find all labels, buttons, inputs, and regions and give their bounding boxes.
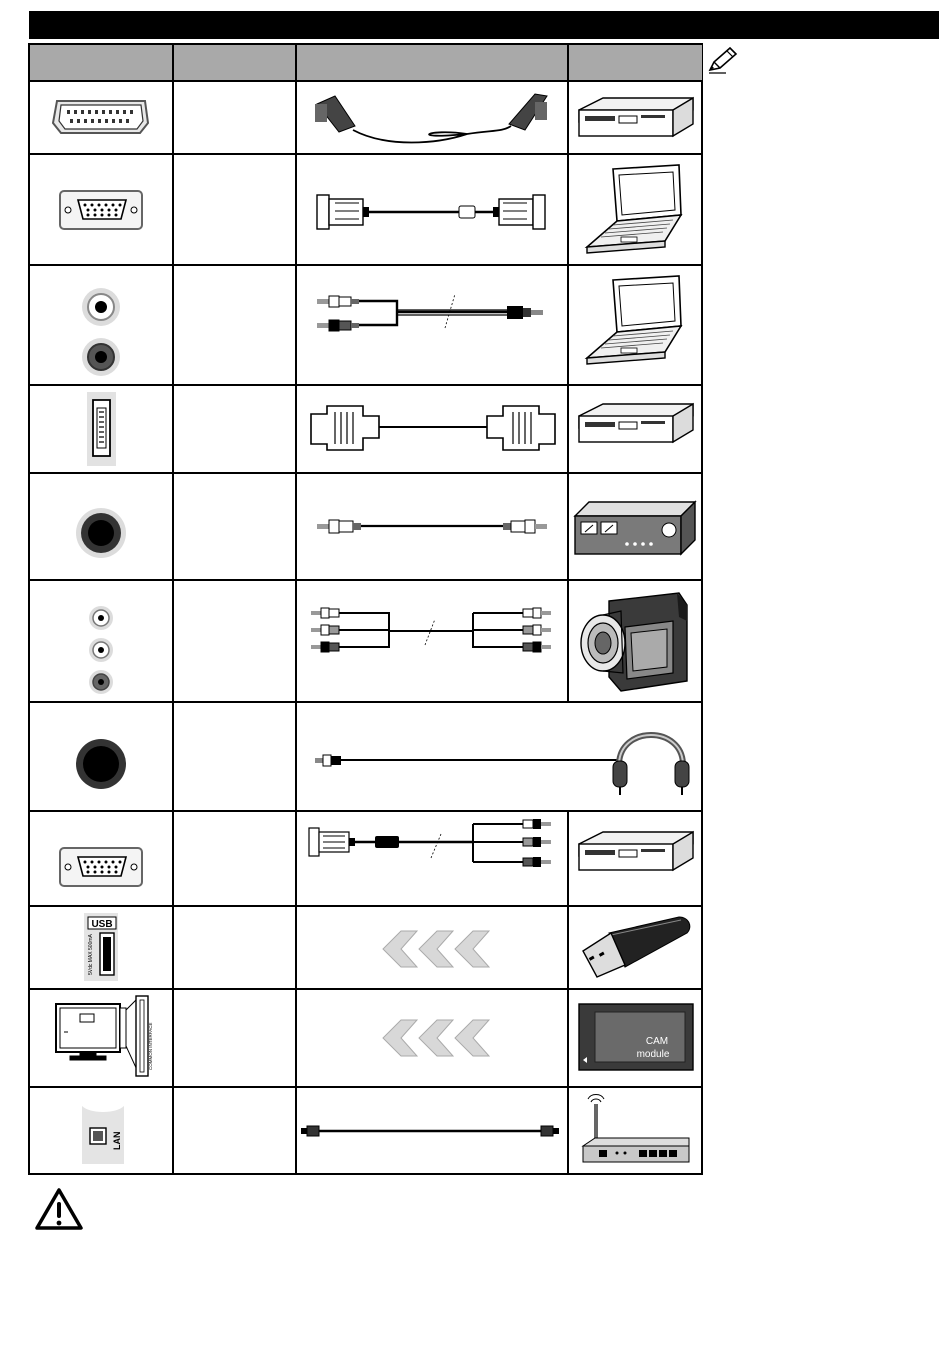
connection-table — [28, 43, 703, 1175]
scart-port-icon — [30, 82, 174, 153]
headphones-icon — [613, 735, 689, 795]
av-cable-cell — [297, 581, 569, 701]
camcorder-cell — [569, 581, 702, 701]
headphone-port-cell — [30, 703, 174, 810]
headphone-type-cell — [174, 703, 297, 810]
av-type-cell — [174, 581, 297, 701]
usb-type-cell — [174, 907, 297, 988]
headphone-port-icon — [30, 703, 174, 810]
dvd-recorder-icon — [569, 82, 702, 153]
table-row-headphone — [30, 701, 701, 810]
vga-cable-cell — [297, 155, 569, 264]
usb-label: USB — [91, 919, 113, 930]
scart-type-cell — [174, 82, 297, 153]
ethernet-cable-cell — [297, 1088, 569, 1173]
ci-side-label: COMMON INTERFACE — [148, 1022, 153, 1070]
hdmi-port-icon — [30, 386, 174, 472]
rca-to-minijack-cable-icon — [297, 266, 569, 384]
vga-cable-icon — [297, 155, 569, 264]
insert-arrows-icon — [297, 990, 569, 1086]
coax-cable-cell — [297, 474, 569, 579]
hdmi-cable-cell — [297, 386, 569, 472]
cam-label: CAM — [645, 1036, 669, 1047]
laptop-icon — [569, 155, 702, 264]
usb-stick-cell — [569, 907, 702, 988]
audio-port-cell — [30, 266, 174, 384]
dvd-recorder-icon — [569, 386, 702, 472]
vga-port-cell — [30, 155, 174, 264]
table-row-ci — [30, 988, 701, 1086]
insert-arrows-icon — [297, 907, 569, 988]
scart-cable-cell — [297, 82, 569, 153]
pencil-note-icon — [706, 46, 742, 76]
ypbpr-type-cell — [174, 812, 297, 905]
headphone-cable-cell — [297, 703, 702, 810]
section-title-bar — [29, 11, 939, 39]
table-row-pc-audio — [30, 264, 701, 384]
lan-port-icon — [30, 1088, 174, 1173]
scart-cable-icon — [297, 82, 569, 153]
warning-triangle-icon — [33, 1186, 85, 1234]
hdmi-type-cell — [174, 386, 297, 472]
ci-arrows-cell — [297, 990, 569, 1086]
lan-label: LAN — [112, 1131, 122, 1150]
table-row-usb — [30, 905, 701, 988]
coaxial-port-icon — [30, 474, 174, 579]
ci-type-cell — [174, 990, 297, 1086]
ypbpr-port-cell — [30, 812, 174, 905]
vga-port-icon — [30, 155, 174, 264]
laptop-icon — [569, 266, 702, 384]
usb-port-icon — [30, 907, 174, 988]
laptop-cell — [569, 155, 702, 264]
laptop-cell-2 — [569, 266, 702, 384]
ethernet-cable-icon — [297, 1088, 569, 1173]
table-row-lan — [30, 1086, 701, 1173]
cam-module-icon — [569, 990, 702, 1086]
lan-type-cell — [174, 1088, 297, 1173]
ypbpr-cable-cell — [297, 812, 569, 905]
coax-port-cell — [30, 474, 174, 579]
table-row-ypbpr — [30, 810, 701, 905]
table-row-vga — [30, 153, 701, 264]
amplifier-cell — [569, 474, 702, 579]
camcorder-icon — [569, 581, 702, 701]
header-device — [569, 45, 702, 80]
hdmi-port-cell — [30, 386, 174, 472]
audio-type-cell — [174, 266, 297, 384]
vga-type-cell — [174, 155, 297, 264]
dvd-recorder-cell-3 — [569, 812, 702, 905]
module-label: module — [636, 1049, 670, 1060]
lan-port-cell — [30, 1088, 174, 1173]
header-cables — [297, 45, 569, 80]
usb-port-cell — [30, 907, 174, 988]
header-connector — [30, 45, 174, 80]
dvd-recorder-cell-2 — [569, 386, 702, 472]
ci-slot-cell — [30, 990, 174, 1086]
audio-amplifier-icon — [569, 474, 702, 579]
cam-module-cell — [569, 990, 702, 1086]
usb-stick-icon — [569, 907, 702, 988]
table-row-spdif — [30, 472, 701, 579]
headphone-cable-icon — [297, 703, 702, 810]
coax-type-cell — [174, 474, 297, 579]
scart-port-cell — [30, 82, 174, 153]
usb-side-label: 5Vdc MAX 500mA — [88, 934, 94, 975]
av-ports-icon — [30, 581, 174, 701]
table-row-scart — [30, 80, 701, 153]
usb-arrows-cell — [297, 907, 569, 988]
coaxial-cable-icon — [297, 474, 569, 579]
router-cell — [569, 1088, 702, 1173]
av-port-cell — [30, 581, 174, 701]
table-row-av — [30, 579, 701, 701]
ypbpr-cable-icon — [297, 812, 569, 905]
header-type — [174, 45, 297, 80]
audio-cable-cell — [297, 266, 569, 384]
router-icon — [569, 1088, 702, 1173]
audio-in-ports-icon — [30, 266, 174, 384]
hdmi-cable-icon — [297, 386, 569, 472]
dvd-recorder-icon — [569, 812, 702, 905]
vga-port-icon — [30, 812, 174, 905]
table-row-hdmi — [30, 384, 701, 472]
av-cable-icon — [297, 581, 569, 701]
ci-slot-icon — [30, 990, 174, 1086]
dvd-recorder-cell — [569, 82, 702, 153]
